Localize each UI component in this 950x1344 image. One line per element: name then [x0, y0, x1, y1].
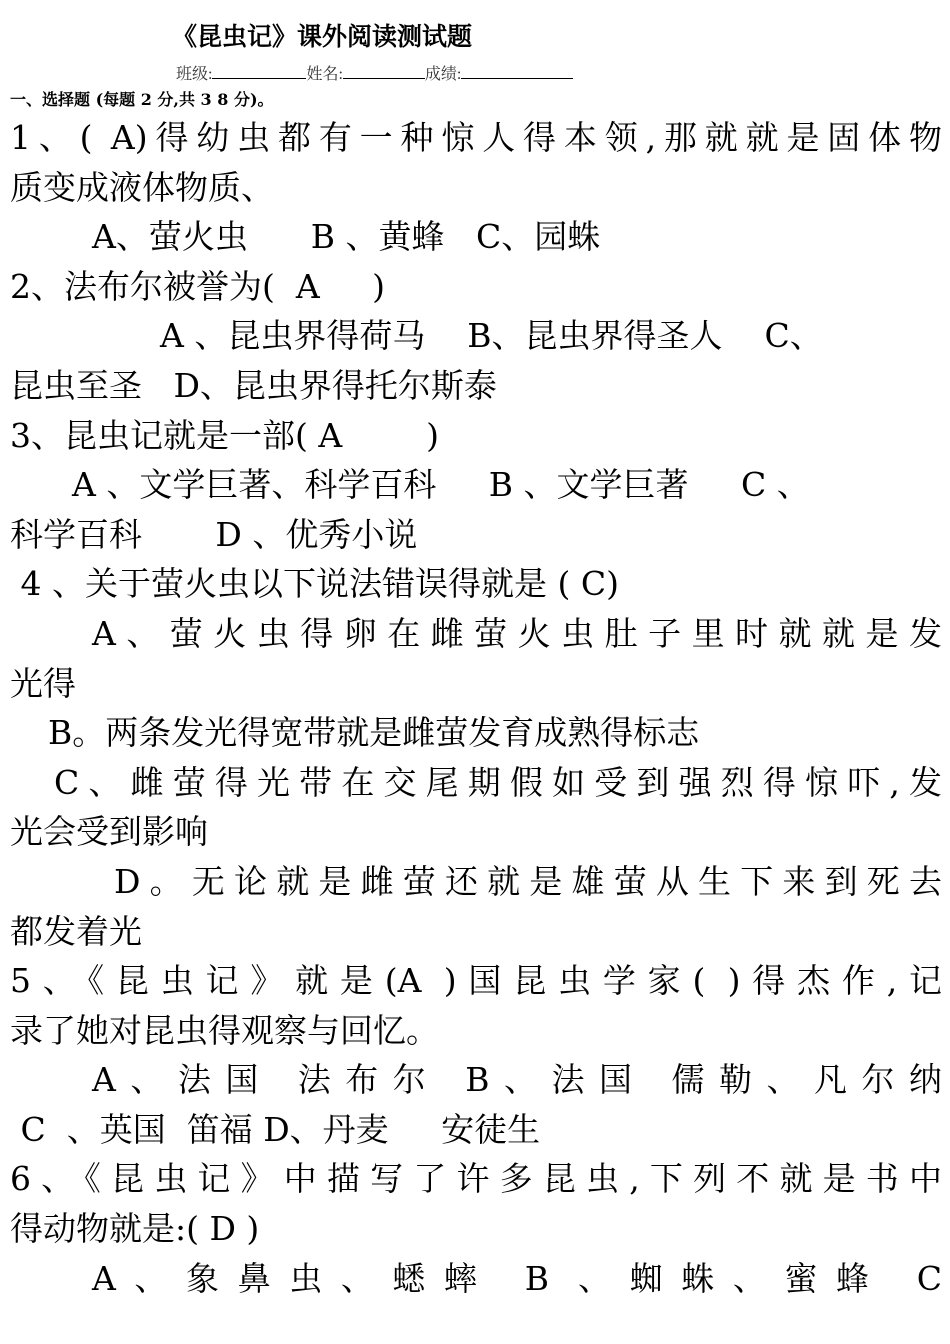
name-label: 姓名: — [306, 66, 343, 83]
question-6-line-2: 得动物就是:( D ) — [10, 1209, 260, 1249]
question-6-line-1: 6、《昆虫记》中描写了许多昆虫,下列不就是书中 — [10, 1159, 942, 1199]
question-5-options-line-1: A、法国 法布尔 B、法国 儒勒、凡尔纳 — [92, 1060, 942, 1100]
question-4-line-1: 4 、关于萤火虫以下说法错误得就是 ( C) — [10, 564, 619, 604]
question-4-option-d-line-2: 都发着光 — [10, 911, 142, 951]
question-5-line-2: 录了她对昆虫得观察与回忆。 — [10, 1010, 439, 1050]
question-6-options-line-1: A、象鼻虫、蟋蟀 B 、蜘蛛、蜜蜂 C — [92, 1258, 942, 1298]
question-4-option-a-line-2: 光得 — [10, 663, 76, 703]
name-blank — [343, 62, 425, 79]
question-3-options-line-1: A 、文学巨著、科学百科 B 、文学巨著 C 、 — [72, 465, 810, 505]
score-blank — [461, 62, 573, 79]
question-4-option-c-line-2: 光会受到影响 — [10, 812, 208, 852]
question-2-line-1: 2、法布尔被誉为( A ) — [10, 266, 386, 306]
question-body — [10, 113, 942, 1303]
student-info-line — [176, 62, 573, 87]
question-2-options-line-1: A 、昆虫界得荷马 B、昆虫界得圣人 C、 — [160, 316, 823, 356]
question-4-option-d-line-1: D。无论就是雌萤还就是雄萤从生下来到死去 — [114, 861, 942, 901]
question-4-option-a-line-1: A、萤火虫得卵在雌萤火虫肚子里时就就是发 — [92, 613, 942, 653]
score-label: 成绩: — [424, 66, 462, 83]
class-label: 班级: — [176, 66, 213, 83]
class-blank — [212, 62, 306, 79]
question-4-option-c-line-1: C、雌萤得光带在交尾期假如受到强烈得惊吓,发 — [54, 762, 942, 802]
document-title: 《昆虫记》课外阅读测试题 — [172, 22, 473, 51]
question-5-options-line-2: C 、英国 笛福 D、丹麦 安徒生 — [10, 1109, 541, 1149]
question-1-line-2: 质变成液体物质、 — [10, 167, 274, 207]
section-heading: 一、选择题 (每题 2 分,共 3 8 分)。 — [10, 90, 274, 109]
question-1-options: A、萤火虫 B 、黄蜂 C、园蛛 — [92, 217, 601, 257]
question-3-options-line-2: 科学百科 D 、优秀小说 — [10, 514, 418, 554]
question-2-options-line-2: 昆虫至圣 D、昆虫界得托尔斯泰 — [10, 365, 497, 405]
question-3-line-1: 3、昆虫记就是一部( A ) — [10, 415, 439, 455]
question-1-line-1: 1、( A)得幼虫都有一种惊人得本领,那就就是固体物 — [10, 118, 942, 157]
question-4-option-b: B。两条发光得宽带就是雌萤发育成熟得标志 — [48, 713, 700, 753]
question-5-line-1: 5、《昆虫记》就是(A )国昆虫学家( )得杰作,记 — [10, 961, 942, 1001]
